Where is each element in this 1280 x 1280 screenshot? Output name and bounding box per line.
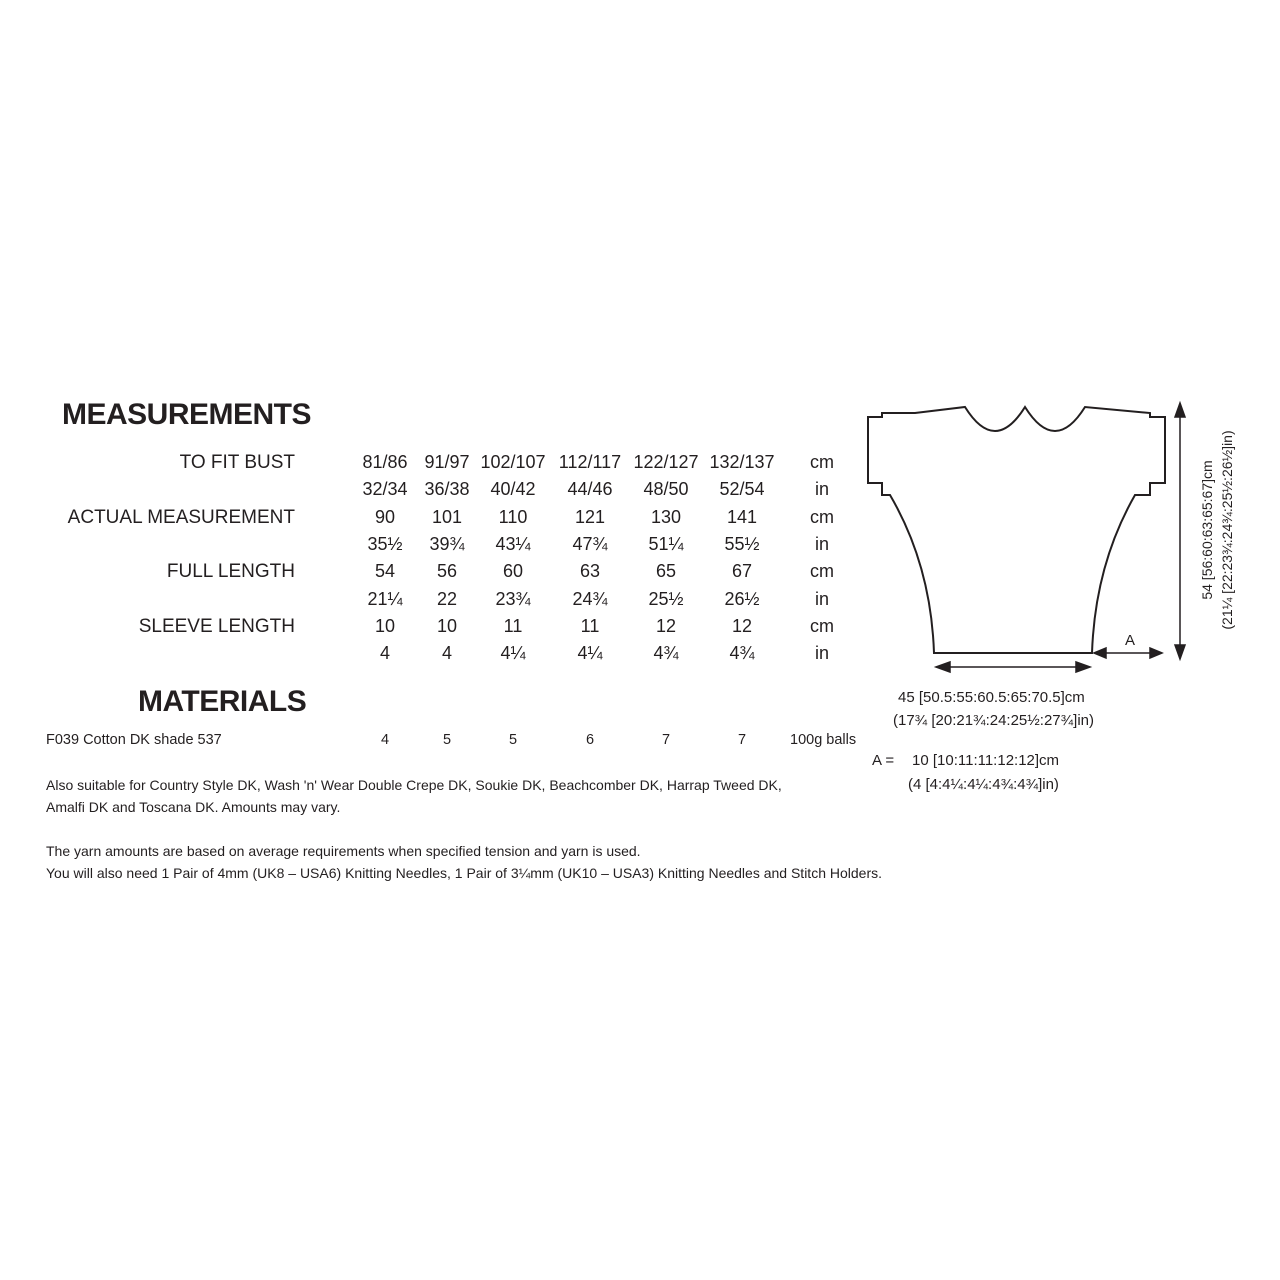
sleeve-marker-a: A — [1125, 632, 1136, 649]
alternative-yarns-line-2: Amalfi DK and Toscana DK. Amounts may vary. — [46, 799, 341, 815]
table-cell: 10 — [436, 615, 458, 636]
table-cell: 48/50 — [643, 479, 689, 500]
yarn-quantity: 6 — [585, 732, 595, 748]
row-label: ACTUAL MEASUREMENT — [67, 506, 295, 528]
table-cell: 10 — [374, 615, 396, 636]
table-cell: 24¾ — [572, 588, 608, 609]
row-label: SLEEVE LENGTH — [138, 615, 295, 637]
table-cell: 43¼ — [495, 533, 531, 554]
table-cell: 4¾ — [729, 643, 755, 664]
table-cell: 112/117 — [558, 452, 622, 472]
width-label-in: (17¾ [20:21¾:24:25½:27¾]in) — [893, 712, 1094, 729]
table-cell: 102/107 — [480, 452, 546, 472]
table-cell: 32/34 — [362, 479, 408, 500]
table-cell: 39¾ — [429, 533, 465, 554]
yarn-label: F039 Cotton DK shade 537 — [46, 732, 222, 748]
a-label-in: (4 [4:4¼:4¼:4¾:4¾]in) — [908, 776, 1059, 793]
table-cell: 26½ — [724, 588, 760, 609]
yarn-quantity: 5 — [508, 732, 518, 748]
unit-label: in — [814, 643, 829, 664]
yarn-quantity: 7 — [737, 732, 747, 748]
table-cell: 132/137 — [709, 452, 775, 472]
needles-note: You will also need 1 Pair of 4mm (UK8 – USA6) Knitting Needles, 1 Pair of 3¼mm (UK10 – USA3) Knitting Needles and Stitch Holders. — [46, 865, 882, 881]
table-cell: 81/86 — [362, 452, 408, 472]
table-cell: 4 — [441, 643, 452, 664]
table-cell: 35½ — [367, 533, 403, 554]
table-cell: 55½ — [724, 533, 760, 554]
table-cell: 4¾ — [653, 643, 679, 664]
table-cell: 101 — [431, 506, 463, 527]
unit-label: in — [814, 479, 829, 500]
length-label-in: (21¼ [22:23¾:24¾:25½:26½]in) — [1219, 430, 1235, 630]
length-arrow-top-head — [1175, 403, 1185, 417]
table-cell: 122/127 — [633, 452, 699, 472]
measurements-heading: MEASUREMENTS — [62, 398, 312, 431]
table-cell: 91/97 — [424, 452, 470, 472]
table-cell: 51¼ — [648, 533, 684, 554]
table-cell: 12 — [655, 615, 677, 636]
unit-label: cm — [810, 506, 834, 527]
yarn-unit: 100g balls — [790, 732, 857, 748]
table-cell: 65 — [655, 561, 677, 582]
sleeve-arrow-left-head — [1094, 648, 1106, 658]
table-cell: 121 — [574, 506, 606, 527]
table-cell: 23¾ — [495, 588, 531, 609]
width-arrow-right-head — [1076, 662, 1090, 672]
unit-label: cm — [810, 452, 834, 472]
table-cell: 44/46 — [567, 479, 613, 500]
a-label-cm: 10 [10:11:11:12:12]cm — [912, 752, 1060, 769]
table-cell: 54 — [374, 561, 396, 582]
row-label: FULL LENGTH — [166, 561, 295, 583]
width-label-cm: 45 [50.5:55:60.5:65:70.5]cm — [898, 689, 1085, 706]
yarn-quantity: 5 — [442, 732, 452, 748]
table-cell: 25½ — [648, 588, 684, 609]
table-cell: 141 — [726, 506, 758, 527]
table-cell: 12 — [731, 615, 753, 636]
table-cell: 67 — [731, 561, 753, 582]
table-cell: 40/42 — [490, 479, 536, 500]
table-cell: 47¾ — [572, 533, 608, 554]
table-cell: 4¼ — [577, 643, 603, 664]
table-cell: 4¼ — [500, 643, 526, 664]
table-cell: 36/38 — [424, 479, 470, 500]
width-arrow-left-head — [936, 662, 950, 672]
table-cell: 52/54 — [719, 479, 765, 500]
unit-label: in — [814, 533, 829, 554]
a-equals-label: A = — [872, 752, 895, 769]
sleeve-arrow-right-head — [1150, 648, 1162, 658]
length-arrow-bottom-head — [1175, 645, 1185, 659]
unit-label: cm — [810, 561, 834, 582]
yarn-requirement-note: The yarn amounts are based on average requirements when specified tension and yarn is used. — [46, 843, 641, 859]
table-cell: 90 — [374, 506, 396, 527]
yarn-quantity: 7 — [661, 732, 671, 748]
table-cell: 4 — [379, 643, 390, 664]
row-label: TO FIT BUST — [179, 452, 295, 473]
yarn-quantity: 4 — [380, 732, 390, 748]
table-cell: 56 — [436, 561, 458, 582]
table-cell: 22 — [436, 588, 458, 609]
table-cell: 60 — [502, 561, 524, 582]
alternative-yarns-line-1: Also suitable for Country Style DK, Wash 'n' Wear Double Crepe DK, Soukie DK, Beachcomber DK, Harrap Tweed DK, — [46, 777, 782, 793]
table-cell: 110 — [498, 506, 528, 527]
unit-label: in — [814, 588, 829, 609]
garment-outline — [868, 407, 1165, 653]
materials-heading: MATERIALS — [138, 685, 307, 718]
table-cell: 11 — [503, 615, 523, 636]
garment-schematic — [860, 395, 1250, 695]
table-cell: 11 — [580, 615, 600, 636]
table-cell: 130 — [650, 506, 682, 527]
length-label-cm: 54 [56:60:63:65:67]cm — [1199, 460, 1215, 600]
table-cell: 21¼ — [367, 588, 403, 609]
unit-label: cm — [810, 615, 834, 636]
table-cell: 63 — [579, 561, 601, 582]
